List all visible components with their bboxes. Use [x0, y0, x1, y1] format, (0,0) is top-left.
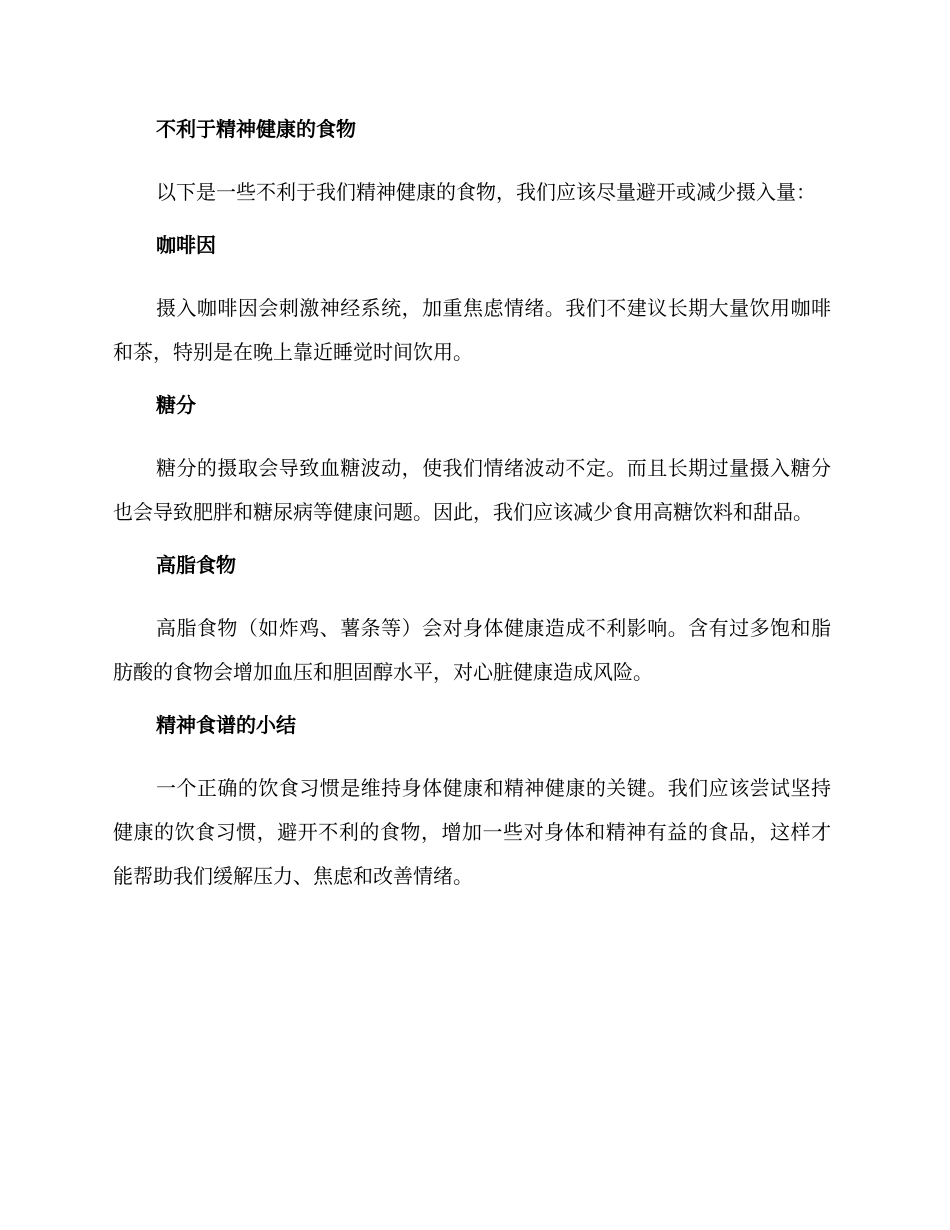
section-body-high-fat-foods: 高脂食物（如炸鸡、薯条等）会对身体健康造成不利影响。含有过多饱和脂肪酸的食物会增加血压和胆固醇水平，对心脏健康造成风险。 — [113, 616, 831, 684]
section-heading-unhealthy-foods: 不利于精神健康的食物 — [156, 117, 356, 141]
section-body-summary: 一个正确的饮食习惯是维持身体健康和精神健康的关键。我们应该尝试坚持健康的饮食习惯，避开不利的食物，增加一些对身体和精神有益的食品，这样才能帮助我们缓解压力、焦虑和改善情绪。 — [113, 776, 831, 888]
section-body-sugar: 糖分的摄取会导致血糖波动，使我们情绪波动不定。而且长期过量摄入糖分也会导致肥胖和糖尿病等健康问题。因此，我们应该减少食用高糖饮料和甜品。 — [113, 456, 831, 524]
section-body-caffeine: 摄入咖啡因会刺激神经系统，加重焦虑情绪。我们不建议长期大量饮用咖啡和茶，特别是在晚上靠近睡觉时间饮用。 — [113, 296, 831, 364]
section-heading-caffeine: 咖啡因 — [156, 233, 216, 257]
document-page — [113, 112, 831, 912]
section-heading-summary: 精神食谱的小结 — [156, 713, 296, 737]
section-body-unhealthy-foods: 以下是一些不利于我们精神健康的食物，我们应该尽量避开或减少摄入量： — [156, 180, 816, 204]
section-heading-high-fat-foods: 高脂食物 — [156, 553, 236, 577]
section-heading-sugar: 糖分 — [156, 393, 196, 417]
